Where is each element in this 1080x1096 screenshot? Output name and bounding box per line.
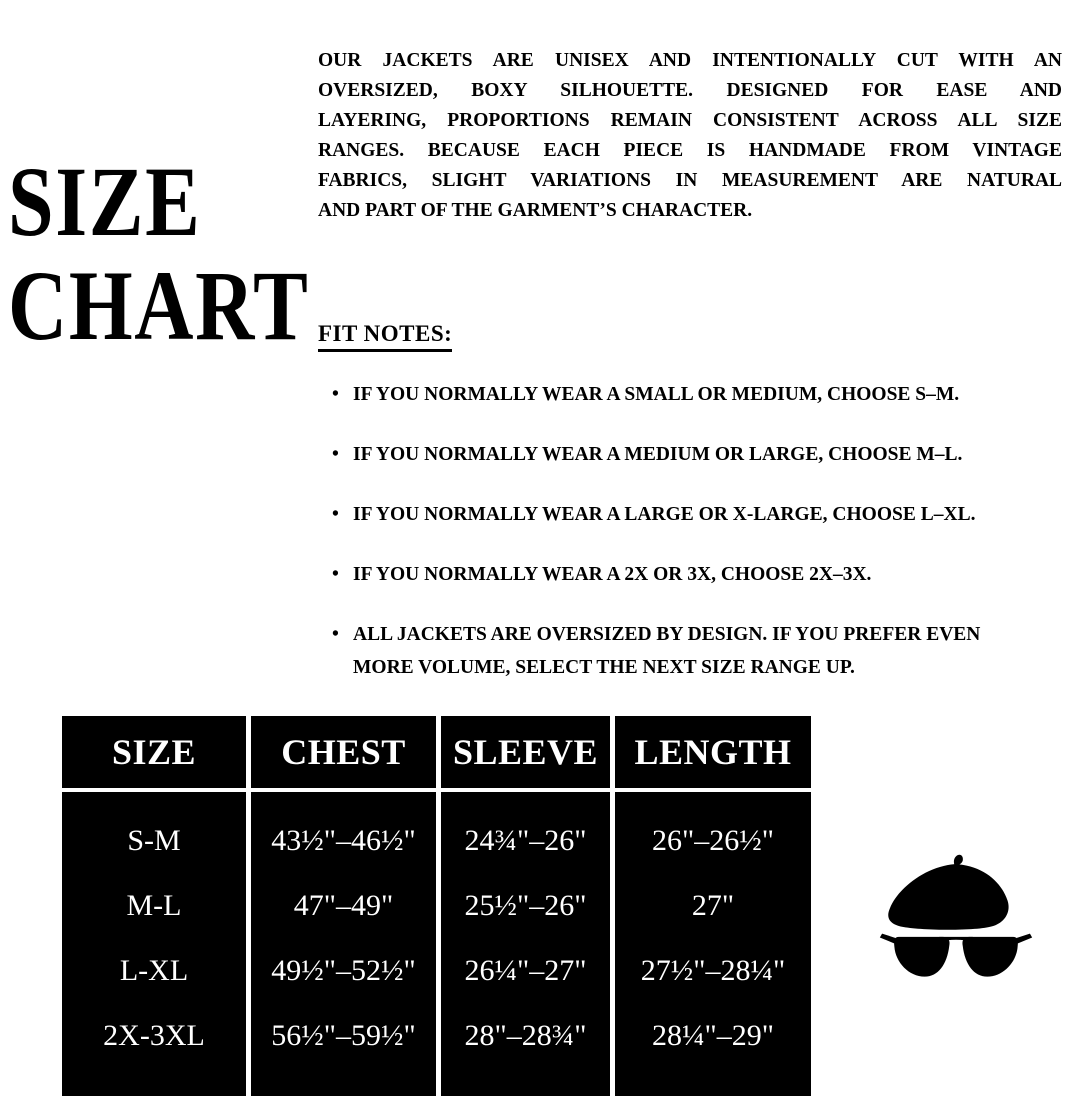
table-cell: M-L [126,888,182,922]
table-cell: 26"–26½" [652,823,774,857]
table-cell: 49½"–52½" [271,953,416,987]
table-cell: 28"–28¾" [464,1018,587,1052]
table-cell: 27½"–28¼" [640,953,786,987]
size-table-column-size [62,716,246,1096]
fit-notes-heading-text: FIT NOTES: [318,321,452,352]
intro-line: AND PART OF THE GARMENT’S CHARACTER. [318,200,753,221]
fit-notes-list [330,378,1044,711]
intro-line: OVERSIZED, BOXY SILHOUETTE. DESIGNED FOR EASE AND [318,80,1062,101]
table-cell: 25½"–26" [464,888,587,922]
column-header-chest: CHEST [251,716,436,788]
column-body-chest [251,792,436,1096]
fit-note-item: • ALL JACKETS ARE OVERSIZED BY DESIGN. IF YOU PREFER EVEN MORE VOLUME, SELECT THE NEXT SIZE RANGE UP. [330,618,1044,684]
fit-note-item: • IF YOU NORMALLY WEAR A SMALL OR MEDIUM, CHOOSE S–M. [330,378,1044,411]
table-cell: 47"–49" [293,888,394,922]
fit-note-item: • IF YOU NORMALLY WEAR A LARGE OR X-LARGE, CHOOSE L–XL. [330,498,1044,531]
beret-and-sunglasses-icon [872,842,1040,1002]
table-cell: 27" [691,888,735,922]
intro-paragraph [318,46,1062,226]
table-cell: 56½"–59½" [271,1018,416,1052]
column-header-size: SIZE [62,716,246,788]
fit-note-item: • IF YOU NORMALLY WEAR A MEDIUM OR LARGE, CHOOSE M–L. [330,438,1044,471]
fit-notes-heading [318,320,452,348]
table-cell: 28¼"–29" [652,1018,774,1052]
column-header-sleeve: SLEEVE [441,716,610,788]
column-header-length: LENGTH [615,716,811,788]
intro-line: FABRICS, SLIGHT VARIATIONS IN MEASUREMENT ARE NATURAL [318,170,1062,191]
intro-line: LAYERING, PROPORTIONS REMAIN CONSISTENT ACROSS ALL SIZE [318,110,1062,131]
page-title-line-1: SIZE [8,146,202,257]
size-table-column-sleeve [441,716,610,1096]
table-cell: S-M [127,823,181,857]
page-title-line-2: CHART [8,250,310,361]
intro-line: RANGES. BECAUSE EACH PIECE IS HANDMADE FROM VINTAGE [318,140,1062,161]
column-body-length [615,792,811,1096]
table-cell: 43½"–46½" [271,823,416,857]
intro-line: OUR JACKETS ARE UNISEX AND INTENTIONALLY CUT WITH AN [318,50,1062,71]
table-cell: 2X-3XL [103,1018,205,1052]
column-body-size [62,792,246,1096]
table-cell: 26¼"–27" [464,953,587,987]
size-table-column-length [615,716,811,1096]
size-table [62,716,811,1096]
table-cell: 24¾"–26" [464,823,587,857]
fit-note-item: • IF YOU NORMALLY WEAR A 2X OR 3X, CHOOSE 2X–3X. [330,558,1044,591]
size-table-column-chest [251,716,436,1096]
column-body-sleeve [441,792,610,1096]
table-cell: L-XL [119,953,189,987]
